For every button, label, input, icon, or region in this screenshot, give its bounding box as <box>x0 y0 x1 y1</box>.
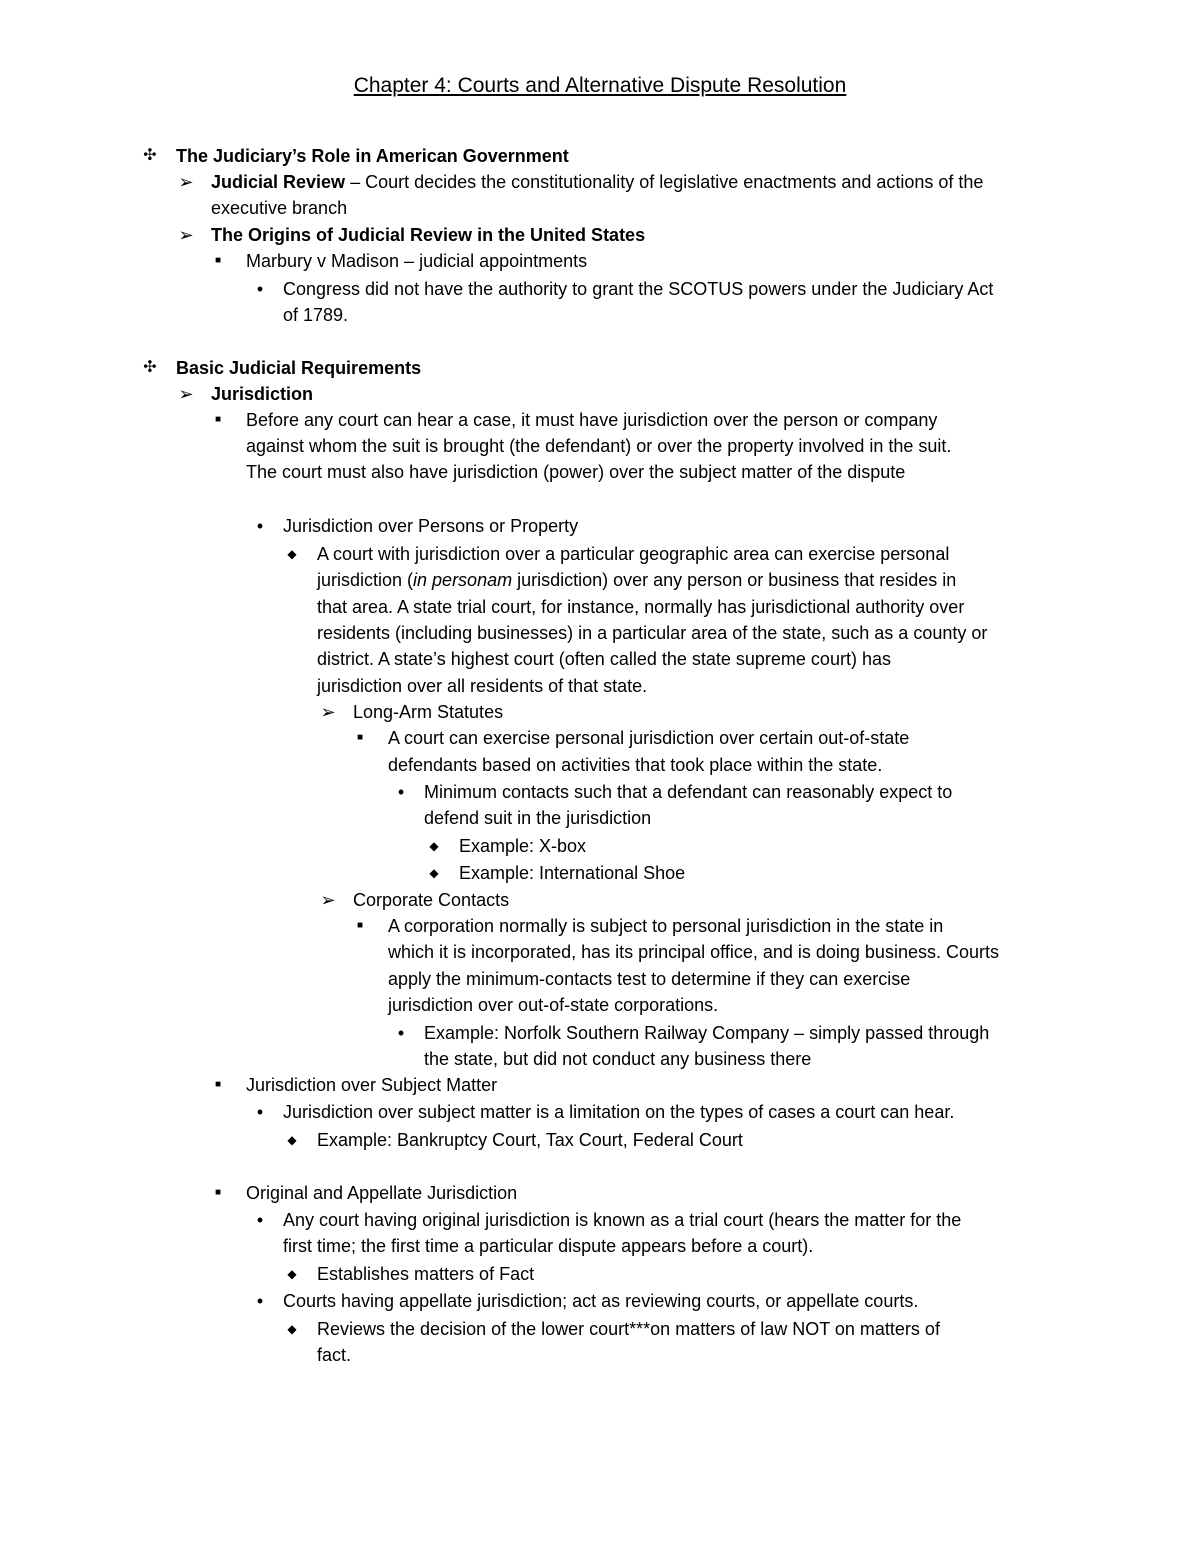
square-bullet-icon: ■ <box>214 414 222 425</box>
original-jurisdiction-detail: Any court having original jurisdiction is known as a trial court (hears the matter for the <box>283 1210 962 1230</box>
diamond-bullet-icon: ◆ <box>429 866 439 880</box>
diamond-bullet-icon: ◆ <box>287 1267 297 1281</box>
matters-of-fact-item: Establishes matters of Fact <box>317 1264 535 1284</box>
minimum-contacts-item: Minimum contacts such that a defendant can reasonably expect to <box>424 782 953 802</box>
arrow-bullet-icon: ➢ <box>178 172 194 192</box>
origins-heading: The Origins of Judicial Review in the United States <box>211 225 646 245</box>
court-geographic-item-cont: jurisdiction over all residents of that state. <box>317 676 648 696</box>
reviews-decision-item-cont: fact. <box>317 1345 352 1365</box>
arrow-bullet-icon: ➢ <box>320 890 336 910</box>
marbury-item: Marbury v Madison – judicial appointments <box>246 251 588 271</box>
dot-bullet-icon: • <box>256 279 264 299</box>
corporation-detail-cont: jurisdiction over out-of-state corporations. <box>388 995 719 1015</box>
text-span: jurisdiction ( <box>317 570 414 590</box>
court-geographic-item-cont <box>317 567 956 593</box>
square-bullet-icon: ■ <box>356 920 364 931</box>
minimum-contacts-item-cont: defend suit in the jurisdiction <box>424 808 652 828</box>
dot-bullet-icon: • <box>397 782 405 802</box>
judicial-review-definition-cont: executive branch <box>211 198 348 218</box>
diamond-bullet-icon: ◆ <box>429 839 439 853</box>
arrow-bullet-icon: ➢ <box>320 702 336 722</box>
corporation-detail-cont: which it is incorporated, has its principal office, and is doing business. Courts <box>388 942 999 962</box>
four-star-bullet-icon: ✣ <box>143 147 157 164</box>
court-geographic-item-cont: district. A state’s highest court (often called the state supreme court) has <box>317 649 891 669</box>
court-geographic-item-cont: residents (including businesses) in a particular area of the state, such as a county or <box>317 623 988 643</box>
diamond-bullet-icon: ◆ <box>287 547 297 561</box>
congress-item-cont: of 1789. <box>283 305 349 325</box>
text-span: jurisdiction) over any person or business that resides in <box>512 570 957 590</box>
court-geographic-item-cont: that area. A state trial court, for instance, normally has jurisdictional authority over <box>317 597 965 617</box>
diamond-bullet-icon: ◆ <box>287 1133 297 1147</box>
page-title: Chapter 4: Courts and Alternative Dispute Resolution <box>353 74 847 97</box>
square-bullet-icon: ■ <box>214 255 222 266</box>
before-court-item-cont: The court must also have jurisdiction (power) over the subject matter of the dispute <box>246 462 906 482</box>
court-geographic-item: A court with jurisdiction over a particular geographic area can exercise personal <box>317 544 950 564</box>
dot-bullet-icon: • <box>256 1102 264 1122</box>
reviews-decision-item: Reviews the decision of the lower court***on matters of law NOT on matters of <box>317 1319 940 1339</box>
section-heading-judiciary: The Judiciary’s Role in American Government <box>176 146 569 166</box>
corporate-contacts-item: Corporate Contacts <box>353 890 510 910</box>
subject-matter-detail: Jurisdiction over subject matter is a limitation on the types of cases a court can hear. <box>283 1102 955 1122</box>
judicial-review-definition: – Court decides the constitutionality of legislative enactments and actions of the <box>345 172 984 192</box>
corporation-detail: A corporation normally is subject to personal jurisdiction in the state in <box>388 916 944 936</box>
subject-matter-example: Example: Bankruptcy Court, Tax Court, Federal Court <box>317 1130 743 1150</box>
example-international-shoe: Example: International Shoe <box>459 863 686 883</box>
jurisdiction-heading: Jurisdiction <box>211 384 314 404</box>
in-personam-italic: in personam <box>413 570 513 590</box>
original-jurisdiction-detail-cont: first time; the first time a particular dispute appears before a court). <box>283 1236 814 1256</box>
section-heading-requirements: Basic Judicial Requirements <box>176 358 422 378</box>
example-xbox: Example: X-box <box>459 836 587 856</box>
long-arm-item: Long-Arm Statutes <box>353 702 504 722</box>
arrow-bullet-icon: ➢ <box>178 225 194 245</box>
corporation-detail-cont: apply the minimum-contacts test to determine if they can exercise <box>388 969 911 989</box>
long-arm-detail-cont: defendants based on activities that took place within the state. <box>388 755 883 775</box>
dot-bullet-icon: • <box>256 516 264 536</box>
square-bullet-icon: ■ <box>214 1187 222 1198</box>
square-bullet-icon: ■ <box>214 1079 222 1090</box>
judicial-review-line <box>211 169 983 195</box>
dot-bullet-icon: • <box>256 1291 264 1311</box>
long-arm-detail: A court can exercise personal jurisdiction over certain out-of-state <box>388 728 910 748</box>
original-appellate-item: Original and Appellate Jurisdiction <box>246 1183 518 1203</box>
before-court-item: Before any court can hear a case, it must have jurisdiction over the person or company <box>246 410 938 430</box>
diamond-bullet-icon: ◆ <box>287 1322 297 1336</box>
before-court-item-cont: against whom the suit is brought (the defendant) or over the property involved in the suit. <box>246 436 952 456</box>
dot-bullet-icon: • <box>397 1023 405 1043</box>
four-star-bullet-icon: ✣ <box>143 359 157 376</box>
subject-matter-item: Jurisdiction over Subject Matter <box>246 1075 498 1095</box>
arrow-bullet-icon: ➢ <box>178 384 194 404</box>
persons-property-item: Jurisdiction over Persons or Property <box>283 516 579 536</box>
square-bullet-icon: ■ <box>356 732 364 743</box>
example-norfolk: Example: Norfolk Southern Railway Company – simply passed through <box>424 1023 990 1043</box>
judicial-review-term: Judicial Review <box>211 172 346 192</box>
example-norfolk-cont: the state, but did not conduct any business there <box>424 1049 812 1069</box>
congress-item: Congress did not have the authority to grant the SCOTUS powers under the Judiciary Act <box>283 279 994 299</box>
appellate-jurisdiction-detail: Courts having appellate jurisdiction; act as reviewing courts, or appellate courts. <box>283 1291 919 1311</box>
dot-bullet-icon: • <box>256 1210 264 1230</box>
